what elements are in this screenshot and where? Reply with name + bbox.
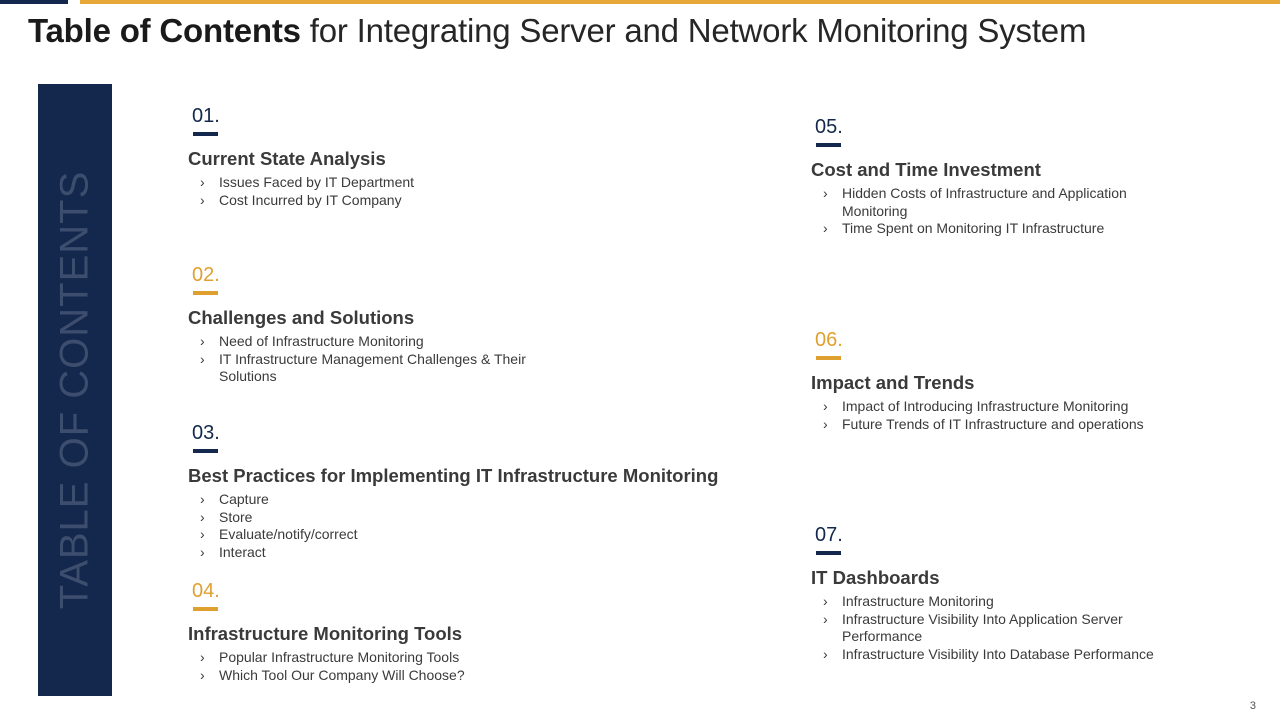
list-item: › Evaluate/notify/correct bbox=[200, 526, 748, 544]
toc-section-06 bbox=[811, 328, 1211, 433]
list-item: › Cost Incurred by IT Company bbox=[200, 192, 748, 210]
section-number: 07. bbox=[815, 524, 843, 546]
section-number: 06. bbox=[815, 329, 843, 351]
top-accent-gold bbox=[80, 0, 1280, 4]
section-items bbox=[811, 398, 1211, 433]
page-number: 3 bbox=[1249, 700, 1256, 712]
list-item: › Impact of Introducing Infrastructure Monitoring bbox=[823, 398, 1211, 416]
section-items bbox=[188, 649, 748, 684]
section-heading: Current State Analysis bbox=[188, 148, 386, 169]
section-underline bbox=[816, 551, 841, 555]
list-item: › Infrastructure Visibility Into Application Server Performance bbox=[823, 611, 1183, 646]
title-rest: for Integrating Server and Network Monitoring System bbox=[309, 12, 1087, 49]
list-item: › Which Tool Our Company Will Choose? bbox=[200, 667, 748, 685]
section-number: 01. bbox=[192, 105, 220, 127]
toc-section-04 bbox=[188, 579, 748, 684]
section-items bbox=[188, 333, 540, 386]
section-number: 03. bbox=[192, 422, 220, 444]
section-underline bbox=[193, 291, 218, 295]
section-heading: Best Practices for Implementing IT Infrastructure Monitoring bbox=[188, 465, 719, 486]
section-heading: IT Dashboards bbox=[811, 567, 940, 588]
top-accent-navy bbox=[0, 0, 68, 4]
toc-section-03 bbox=[188, 421, 748, 561]
toc-section-02 bbox=[188, 263, 748, 386]
list-item: › IT Infrastructure Management Challenges & Their Solutions bbox=[200, 351, 540, 386]
list-item: › Capture bbox=[200, 491, 748, 509]
list-item: › Time Spent on Monitoring IT Infrastructure bbox=[823, 220, 1153, 238]
toc-section-01 bbox=[188, 104, 748, 209]
section-items bbox=[188, 491, 748, 561]
section-items bbox=[188, 174, 748, 209]
section-heading: Challenges and Solutions bbox=[188, 307, 415, 328]
side-panel-label: TABLE OF CONTENTS bbox=[52, 170, 97, 610]
section-underline bbox=[816, 143, 841, 147]
list-item: › Interact bbox=[200, 544, 748, 562]
list-item: › Need of Infrastructure Monitoring bbox=[200, 333, 540, 351]
page-title bbox=[28, 12, 1086, 50]
section-number: 05. bbox=[815, 116, 843, 138]
section-items bbox=[811, 593, 1183, 663]
section-heading: Impact and Trends bbox=[811, 372, 975, 393]
section-underline bbox=[193, 607, 218, 611]
toc-section-07 bbox=[811, 523, 1211, 663]
list-item: › Future Trends of IT Infrastructure and operations bbox=[823, 416, 1211, 434]
side-panel bbox=[38, 84, 112, 696]
section-underline bbox=[193, 449, 218, 453]
list-item: › Infrastructure Visibility Into Database Performance bbox=[823, 646, 1183, 664]
section-underline bbox=[193, 132, 218, 136]
section-heading: Infrastructure Monitoring Tools bbox=[188, 623, 463, 644]
list-item: › Issues Faced by IT Department bbox=[200, 174, 748, 192]
list-item: › Hidden Costs of Infrastructure and Application Monitoring bbox=[823, 185, 1153, 220]
section-heading: Cost and Time Investment bbox=[811, 159, 1041, 180]
section-number: 04. bbox=[192, 580, 220, 602]
title-bold: Table of Contents bbox=[28, 12, 301, 49]
list-item: › Popular Infrastructure Monitoring Tools bbox=[200, 649, 748, 667]
toc-section-05 bbox=[811, 115, 1211, 238]
section-underline bbox=[816, 356, 841, 360]
list-item: › Infrastructure Monitoring bbox=[823, 593, 1183, 611]
section-items bbox=[811, 185, 1153, 238]
section-number: 02. bbox=[192, 264, 220, 286]
list-item: › Store bbox=[200, 509, 748, 527]
